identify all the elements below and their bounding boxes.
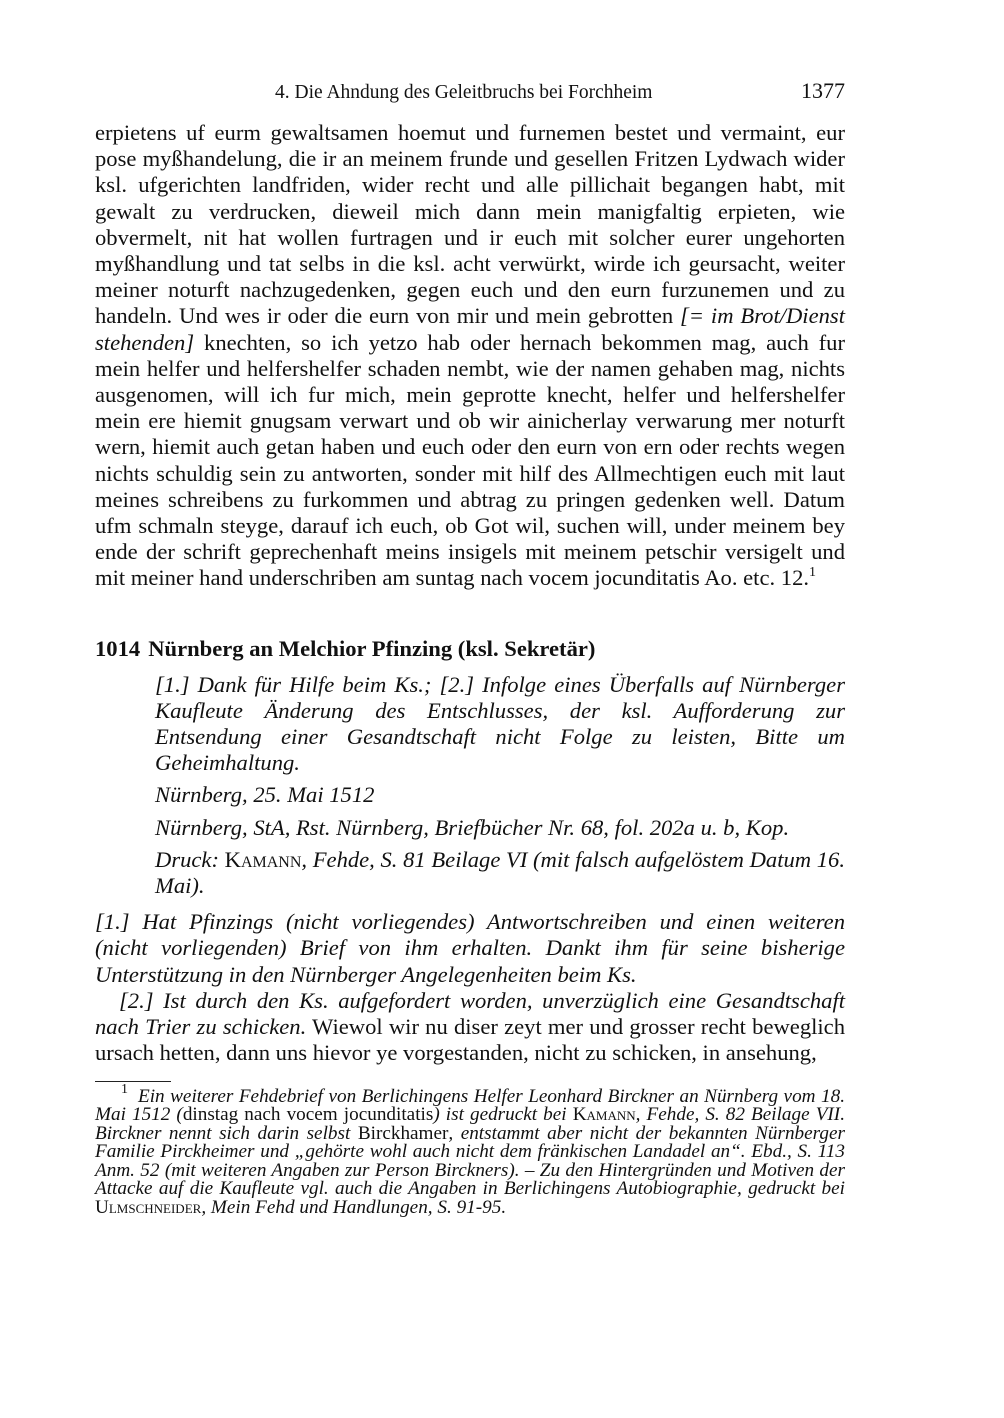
author-name: Kamann: [224, 846, 302, 872]
place-date: Nürnberg, 25. Mai 1512: [155, 782, 375, 808]
print-reference: Druck: Kamann, Fehde, S. 81 Beilage VI (mit falsch aufgelöstem Datum 16. Mai).: [155, 846, 845, 899]
running-title: 4. Die Ahndung des Geleitbruchs bei Forchheim: [275, 82, 653, 103]
source-reference: Nürnberg, StA, Rst. Nürnberg, Briefbücher Nr. 68, fol. 202a u. b, Kop.: [155, 814, 790, 840]
document-number: 1014: [95, 635, 141, 661]
summary-paragraph-2: [2.] Ist durch den Ks. aufgefordert worden, unverzüglich eine Gesandtschaft nach Trier zu schicken. Wiewol wir nu diser zeyt mer und grosser recht beweglich ursach hetten, dann uns hievor ye vorgestanden, nicht zu schicken, in ansehung,: [95, 987, 845, 1066]
page: [95, 78, 845, 1218]
running-header: [95, 78, 845, 112]
footnote-separator: [95, 1081, 171, 1082]
author-name: Kamann: [572, 1104, 636, 1126]
document-title: Nürnberg an Melchior Pfinzing (ksl. Sekretär): [148, 635, 596, 661]
summary-paragraph-1: [1.] Hat Pfinzings (nicht vorliegendes) Antwortschreiben und einen weiteren (nicht vorliegenden) Brief von ihm erhalten. Dankt ihm für seine bisherige Unterstützung in den Nürnberger Angelegenheiten beim Ks.: [95, 909, 845, 987]
page-number: 1377: [801, 78, 845, 103]
footnote: [95, 1082, 845, 1219]
footnote-text: $^1$ Ein weiterer Fehdebrief von Berlichingens Helfer Leonhard Birckner an Nürnberg vom 18. Mai 1512 (dinstag nach vocem jocunditatis) ist gedruckt bei Kamann, Fehde, S. 82 Beilage VII. Birckner nennt sich darin selbst Birckhamer, entstammt aber nicht der bekannten Nürnberger Familie Pirckheimer und „gehörte wohl auch nicht dem fränkischen Landadel an“. Ebd., S. 113 Anm. 52 (mit weiteren Angaben zur Person Birckners). – Zu den Hintergründen und Motiven der Attacke auf die Kaufleute vgl. auch die Angaben in Berlichingens Autobiographie, gedruckt bei Ulmschneider, Mein Fehd und Handlungen, S. 91-95.: [95, 1082, 845, 1219]
document-metadata: [155, 672, 845, 900]
footnote-mark: 1: [121, 1082, 128, 1098]
letter-continuation: [95, 120, 845, 592]
author-name: Ulmschneider: [95, 1197, 202, 1219]
letter-paragraph: erpietens uf eurm gewaltsamen hoemut und furnemen bestet und vermaint, eur pose myßhandelung, die ir an meinem frunde und gesellen Fritzen Lydwach wider ksl. ufgerichten landfriden, wider recht und alle pillichait begangen habt, mit gewalt zu verdrucken, dieweil mich dann mein manigfaltig erpieten, wie obvermelt, nit hat wollen furtragen und ir euch mit solcher eurer ungehorten myßhandlung und tat selbs in die ksl. acht verwürkt, wirde ich geursacht, weiter meiner noturft nachzugedenken, gegen euch und den eurn furzunemen und zu handeln. Und wes ir oder die eurn von mir und mein gebrotten [= im Brot/Dienst stehenden] knechten, so ich yetzo hab oder hernach bekommen mag, auch fur mein helfer und helfershelfer schaden nembt, wie der namen gehaben mag, nichts ausgenomen, will ich fur mich, mein geprotte knecht, helfer und helfershelfer mein ere hiemit gnugsam verwart und ob wir ainicherlay verwarung mer noturft wern, hiemit auch getan haben und euch oder den eurn von ern oder rechts wegen nichts schuldig sein zu antworten, sonder mit hilf des Allmechtigen euch mit laut meines schreibens zu furkommen und abtrag zu pringen gedenken well. Datum ufm schmaln steyge, darauf ich euch, ob Got wil, suchen will, under meinem bey ende der schrift geprechenhaft meins insigels mit meinem petschir versigelt und mit meiner hand underschriben am suntag nach vocem jocunditatis Ao. etc. 12.$^1$: [95, 120, 845, 591]
footnote-reference[interactable]: 1: [809, 564, 817, 580]
editorial-note: [= im Brot/Dienst stehenden]: [95, 303, 845, 355]
document-heading: [95, 636, 845, 662]
document-summary: [95, 909, 845, 1066]
regest: [1.] Dank für Hilfe beim Ks.; [2.] Infolge eines Überfalls auf Nürnberger Kaufleute Änderung des Entschlusses, der ksl. Aufforderung zur Entsendung einer Gesandtschaft nicht Folge zu leisten, Bitte um Geheimhaltung.: [155, 671, 845, 776]
